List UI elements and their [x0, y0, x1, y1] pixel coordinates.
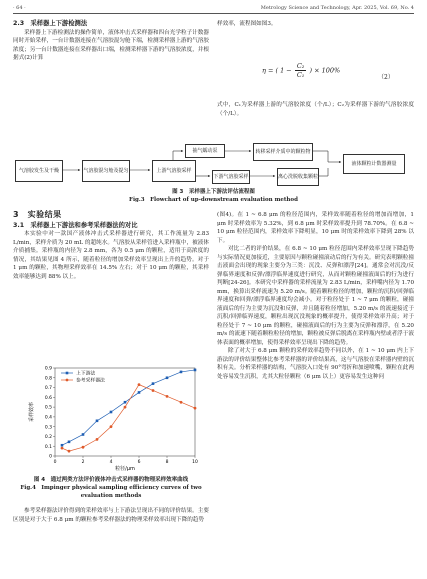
efficiency-chart [25, 362, 205, 472]
right-body-p3: 除了对大于 6.8 μm 颗粒的采样效率趋势不同以外，在 1 ~ 10 μm 内上下游法的评价结果整体比参考采样器的评价结果高，这与气溶胶在采样器内壁的沉积有关。分析采样器的结构，气溶胶入口处有 90°弯折和加速喷嘴，颗粒在此两处容易发生沉积，尤其大粒径颗粒（6 μm 以上）更容易发生这种问 [217, 348, 414, 380]
header-rule [13, 13, 414, 14]
page-number: · 64 · [13, 5, 26, 11]
y-tick-label: 0.7 [44, 386, 52, 392]
x-tick-label: 8 [165, 460, 169, 465]
x-tick-label: 2 [81, 460, 85, 465]
box-pump: 抽气蠕动泵 [185, 144, 225, 158]
figure-3-caption-cn: 图 3 采样器上下游法评估流程图 [172, 189, 255, 195]
formula-lhs: η = [262, 66, 274, 75]
data-point [61, 444, 64, 447]
data-point [180, 371, 183, 374]
data-point [166, 376, 169, 379]
section-3 [13, 211, 209, 281]
data-point [110, 425, 113, 428]
formula-tail: × 100% [314, 66, 341, 75]
x-axis-label: 粒径/μm [115, 466, 135, 472]
right-body-p1: (图4)。在 1 ~ 6.8 μm 的粒径范围内，采样效率随着粒径的增加而增加，1 μm 时采样效率为 5.32%，到 6.8 μm 时采样效率提升到 78.70%。在 6.8 ~ 10 μm 粒径范围内，采样效率下降明显，10 μm 时的采样效率下降到 28% 以下。 [217, 212, 414, 244]
data-point [194, 369, 197, 372]
y-axis-label: 采样效率 [29, 401, 35, 423]
section-3-1-paragraph: 本实验中对一款国产液体冲击式采样器进行研究，其工作流量为 2.83 L/min，采样介质为 20 mL 的超纯水。气溶胶从采样管进入采样瓶中，被液体介质捕集。采样瓶的内径为 2.8 mm，各为 0.5 μm 的颗粒，适用于高浓度的情况，其结果见图 4 所示，随着粒径的增加采样效率呈现出上升的趋势。对于 1 μm 的颗粒，其物理采样效率在 14.5% 左右；对于 10 μm 的颗粒，其采样效率能够达到 88% 以上。 [13, 231, 209, 280]
y-tick-label: 0.2 [44, 435, 52, 441]
y-tick-label: 0.5 [44, 405, 52, 411]
formula-one: 1 − [280, 66, 292, 75]
x-tick-label: 0 [53, 460, 57, 465]
legend-label-1: 上下游法 [76, 371, 96, 377]
section-3-1-heading: 3.1 采样器上下游法和参考采样器法的对比 [13, 221, 138, 229]
formula-explanation-text: 式中，C₁为采样器上游的气溶胶浓度（个/L）；C₂为采样器下游的气溶胶浓度（个/L）。 [217, 102, 414, 117]
equation-number: （2） [378, 74, 394, 81]
right-top-text [217, 20, 414, 29]
left-bottom-paragraph: 参考采样器法评价得到的采样效率与上下游法呈现出不同的评价结果。主要区别是对于大于 6.8 μm 的颗粒参考采样器法的物理采样效率出现下降的趋势 [13, 508, 209, 523]
box-liquid-counter: 液体颗粒计数器测量 [343, 154, 405, 174]
figure-3-caption [13, 188, 414, 204]
formula-denominator: C₁ [296, 71, 305, 79]
flowchart-intro: 样效率，流程图如图3。 [217, 21, 277, 27]
section-2-3 [13, 20, 209, 63]
y-tick-label: 0.1 [44, 444, 52, 450]
journal-header: Metrology Science and Technology, Apr. 2025, Vol. 69, No. 4 [260, 5, 414, 11]
figure-3-caption-en: Fig.3 Flowchart of up-downstream evaluation method [129, 197, 298, 203]
y-tick-label: 0.3 [44, 425, 52, 431]
data-point [138, 391, 141, 394]
box-centrifuge-collection: 离心洗脱收集颗粒 [277, 168, 319, 186]
y-tick-label: 0.4 [44, 415, 52, 421]
legend-marker [66, 372, 69, 375]
series-line-2 [62, 385, 195, 451]
x-tick-label: 10 [192, 460, 198, 465]
data-point [61, 447, 64, 450]
left-bottom-text [13, 507, 209, 524]
y-tick-label: 0.6 [44, 395, 52, 401]
box-aerosol-generation: 气溶胶发生及干燥 [15, 160, 63, 182]
section-2-3-paragraph: 采样器上下游检测法的操作简单，液体冲击式采样器和四台光学粒子计数器同时开始采样，一台计数器连接在气溶胶混匀舱下端，检测采样器上游的气溶胶浓度；另一台计数器连接在采样器出口端，检测采样器下游的气溶胶浓度，并根据式(2)计算 [13, 29, 209, 61]
data-point [68, 441, 71, 444]
box-upstream-sampling: 上游气溶胶采样 [152, 160, 196, 182]
data-point [166, 395, 169, 398]
formula-fraction [295, 62, 307, 79]
data-point [110, 411, 113, 414]
efficiency-formula: η = ( 1 − $\frac{\text{C₂}}{\text{C₁}}$ ) × 100% [262, 62, 341, 79]
section-3-heading: 3 实验结果 [13, 210, 62, 219]
data-point [96, 438, 99, 441]
data-point [124, 406, 127, 409]
y-tick-label: 0.9 [44, 366, 52, 372]
data-point [180, 401, 183, 404]
data-point [152, 389, 155, 392]
y-tick-label: 0.8 [44, 376, 52, 382]
box-transfer-particles: 转移采样介质中的颗粒物 [253, 143, 313, 161]
data-point [96, 420, 99, 423]
data-point [82, 433, 85, 436]
data-point [152, 382, 155, 385]
flowchart [13, 142, 414, 186]
box-mixing-chamber: 气溶胶混匀舱及提匀 [82, 160, 130, 182]
x-tick-label: 4 [109, 460, 113, 465]
data-point [124, 401, 127, 404]
section-2-3-heading: 2.3 采样器上下游检测法 [13, 20, 88, 27]
data-point [82, 446, 85, 449]
data-point [194, 407, 197, 410]
legend-marker [66, 379, 69, 382]
figure-4-caption [13, 476, 209, 500]
data-point [138, 383, 141, 386]
right-body [217, 211, 414, 381]
y-tick-label: 0 [49, 454, 52, 460]
legend-label-2: 参考采样器法 [76, 378, 105, 384]
figure-4-caption-cn: 图 4 通过两类方法评价液体冲击式采样器的物理采样效率曲线 [33, 477, 189, 483]
figure-4-caption-en: Fig.4 Impinger physical sampling efficiency curves of two evaluation methods [20, 485, 202, 499]
box-downstream-sampling: 下游气溶胶采样 [212, 170, 250, 184]
x-tick-label: 6 [137, 460, 141, 465]
right-body-p2: 对比二者的评价结果，在 6.8 ~ 10 μm 粒径范围内采样效率呈现下降趋势与实际情况更加接近，主要原因与颗粒碰撞滚动后的行为有关。研究表明颗粒撞击液面会出现的现象主要分为三类：沉没、反弹和漂浮[24]。通常会对沉没/反弹临界速度和反弹/漂浮临界速度进行研究，从而对颗粒碰撞液面后的行为进行判断[24-26]。本研究中采样器的采样流量为 2.83 L/min，采样嘴内径为 1.70 mm，换算出采样流速为 5.20 m/s。随着颗粒粒径的增加，颗粒的沉积/回弹临界速度和回弹/漂浮临界速度均会减小。对于粒径处于 1 ~ 7 μm 的颗粒，碰撞液面后的行为主要为沉没和反弹，并且随着粒径增加，5.20 m/s 的流速接近于沉积/回弹临界速度，颗粒出现沉没现象的概率提升，使得采样效率升高；对于粒径处于 7 ~ 10 μm 的颗粒，碰撞液面后的行为主要为反弹和漂浮，在 5.20 m/s 的流速下随着颗粒粒径的增加，颗粒被反弹后脱离在采样瓶内壁或者浮于液体表面的概率增加，使得采样效率呈现出下降的趋势。 [217, 246, 414, 346]
data-point [68, 450, 71, 453]
formula-explanation [217, 101, 414, 118]
formula-numerator: C₂ [296, 62, 305, 70]
